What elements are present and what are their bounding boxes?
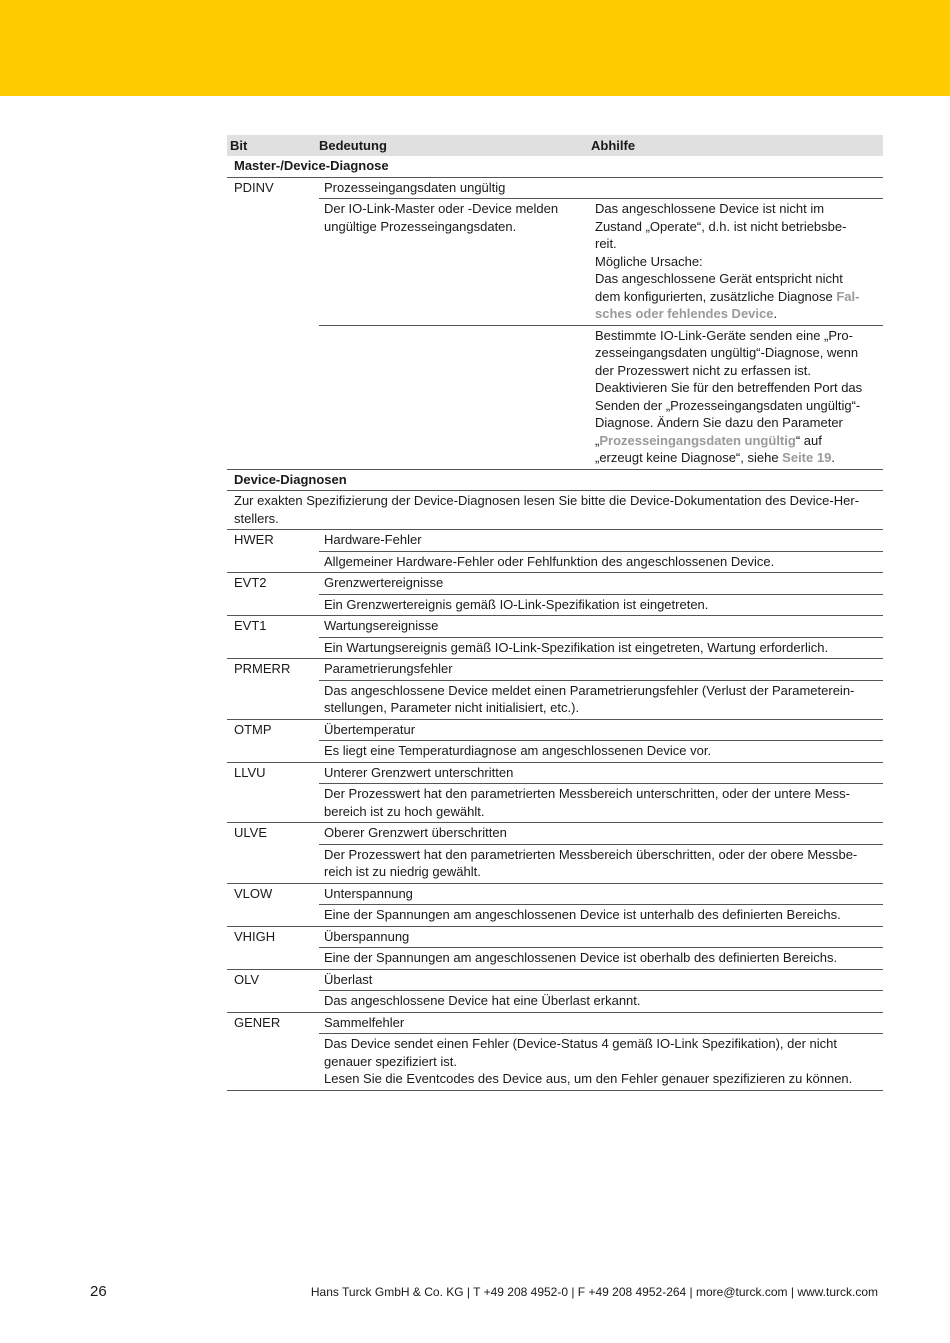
link-falsches-device-2[interactable]: sches oder fehlendes Device (595, 306, 774, 321)
remedy-line (595, 305, 871, 323)
bit-name: Prozesseingangsdaten ungültig (319, 178, 883, 200)
event-description-line: bereich ist zu hoch gewählt. (324, 803, 485, 819)
event-name: Sammelfehler (319, 1013, 883, 1035)
table-row-event (227, 616, 883, 659)
footer-contact: Hans Turck GmbH & Co. KG | T +49 208 4952-0 | F +49 208 4952-264 | more@turck.com | www.turck.com (310, 1285, 878, 1299)
remedy-line: Deaktivieren Sie für den betreffenden Port das (595, 380, 863, 395)
table-row-event (227, 720, 883, 763)
link-prozesseingangsdaten[interactable]: Prozesseingangsdaten ungültig (599, 432, 796, 448)
remedy-line: Das angeschlossene Gerät entspricht nicht (595, 271, 843, 286)
event-description-line: Es liegt eine Temperaturdiagnose am angeschlossenen Device vor. (324, 743, 712, 758)
event-name: Überlast (319, 970, 883, 992)
event-description (319, 991, 883, 1012)
table-row-pdinv-remedy-1 (227, 199, 883, 326)
event-code: EVT2 (234, 575, 267, 590)
header-color-band (0, 0, 950, 96)
event-description-line: stellungen, Parameter nicht initialisiert, etc.). (324, 700, 580, 715)
event-description (319, 552, 883, 573)
table-row-event (227, 927, 883, 970)
event-description-line: Eine der Spannungen am angeschlossenen Device ist unterhalb des definierten Bereichs. (324, 907, 841, 922)
table-row-event (227, 763, 883, 824)
link-seite-19[interactable]: Seite 19 (782, 450, 832, 465)
diagnostics-table (227, 135, 883, 1091)
bit-code: PDINV (234, 179, 274, 195)
remedy-line: Zustand „Operate“, d.h. ist nicht betriebsbe- (595, 218, 847, 234)
table-row-pdinv (227, 178, 883, 200)
event-description (319, 845, 883, 883)
header-abhilfe: Abhilfe (591, 137, 636, 153)
event-description (319, 681, 883, 719)
event-name: Unterspannung (319, 884, 883, 906)
event-name: Überspannung (319, 927, 883, 949)
event-code: VLOW (234, 885, 273, 901)
table-row-event (227, 530, 883, 573)
table-row-pdinv-remedy-2 (227, 326, 883, 469)
event-description-line: Das Device sendet einen Fehler (Device-Status 4 gemäß IO-Link Spezifikation), der nicht (324, 1036, 838, 1051)
remedy-line (595, 288, 871, 306)
table-row-event (227, 1013, 883, 1091)
event-description (319, 595, 883, 616)
event-code: ULVE (234, 825, 267, 840)
event-description (319, 1034, 883, 1090)
event-code: EVT1 (234, 618, 267, 633)
remedy-line (595, 432, 871, 450)
event-code: GENER (234, 1014, 281, 1030)
event-code: OLV (234, 971, 260, 987)
event-name: Grenzwertereignisse (319, 573, 883, 595)
remedy-line: Mögliche Ursache: (595, 253, 703, 269)
header-bedeutung: Bedeutung (319, 137, 387, 153)
section-title-master: Master-/Device-Diagnose (227, 156, 883, 178)
event-name: Unterer Grenzwert unterschritten (319, 763, 883, 785)
remedy-text: “ auf (795, 432, 822, 448)
event-code: HWER (234, 532, 274, 547)
event-description-line: Allgemeiner Hardware-Fehler oder Fehlfunktion des angeschlossenen Device. (324, 553, 775, 569)
remedy-text: dem konfigurierten, zusätzliche Diagnose (595, 288, 837, 304)
remedy-text: „erzeugt keine Diagnose“, siehe (595, 450, 783, 465)
event-name: Hardware-Fehler (319, 530, 883, 552)
event-code: PRMERR (234, 661, 291, 676)
table-row-event (227, 823, 883, 884)
table-row-event (227, 884, 883, 927)
event-description-line: Ein Grenzwertereignis gemäß IO-Link-Spezifikation ist eingetreten. (324, 596, 709, 612)
device-section-intro (227, 491, 883, 530)
event-code: OTMP (234, 721, 272, 737)
bit-description: Der IO-Link-Master oder -Device melden ungültige Prozesseingangsdaten. (319, 199, 591, 326)
event-name: Wartungsereignisse (319, 616, 883, 638)
remedy-line: Diagnose. Ändern Sie dazu den Parameter (595, 415, 843, 430)
event-description-line: reich ist zu niedrig gewählt. (324, 864, 481, 879)
event-description (319, 784, 883, 822)
table-row-event (227, 659, 883, 720)
link-falsches-device[interactable]: Fal- (836, 288, 860, 304)
event-description (319, 638, 883, 659)
remedy-text: . (831, 450, 835, 465)
event-name: Parametrierungsfehler (319, 659, 883, 681)
remedy-line: der Prozesswert nicht zu erfassen ist. (595, 362, 812, 378)
event-description-line: Das angeschlossene Device meldet einen Parametrierungsfehler (Verlust der Parameterein- (324, 682, 855, 698)
event-description-line: Der Prozesswert hat den parametrierten Messbereich unterschritten, oder der untere Mess- (324, 786, 851, 801)
event-code: VHIGH (234, 928, 276, 944)
remedy-2 (591, 326, 883, 469)
remedy-line: Das angeschlossene Device ist nicht im (595, 201, 825, 216)
remedy-1 (591, 199, 883, 326)
event-description-line: Lesen Sie die Eventcodes des Device aus, um den Fehler genauer spezifizieren zu können. (324, 1071, 853, 1086)
intro-line: Zur exakten Spezifizierung der Device-Diagnosen lesen Sie bitte die Device-Dokumentation des Device-Her- (234, 493, 860, 508)
remedy-line: Senden der „Prozesseingangsdaten ungültig“- (595, 397, 861, 413)
event-description (319, 948, 883, 969)
event-code: LLVU (234, 764, 266, 780)
event-description (319, 905, 883, 926)
event-description (319, 741, 883, 762)
header-bit: Bit (230, 137, 248, 153)
section-title-device: Device-Diagnosen (227, 469, 883, 492)
table-header (227, 135, 883, 156)
page-number: 26 (90, 1283, 107, 1300)
remedy-line: reit. (595, 236, 617, 251)
event-description-line: Das angeschlossene Device hat eine Überlast erkannt. (324, 993, 641, 1008)
remedy-line: zesseingangsdaten ungültig“-Diagnose, wenn (595, 345, 859, 360)
remedy-text: . (773, 306, 778, 321)
remedy-text: „ (595, 432, 600, 448)
event-description-line: Der Prozesswert hat den parametrierten Messbereich überschritten, oder der obere Messbe- (324, 846, 858, 862)
event-description-line: Eine der Spannungen am angeschlossenen Device ist oberhalb des definierten Bereichs. (324, 950, 838, 965)
event-description-line: Ein Wartungsereignis gemäß IO-Link-Spezifikation ist eingetreten, Wartung erforderlich. (324, 639, 829, 655)
table-row-event (227, 573, 883, 616)
table-row-event (227, 970, 883, 1013)
event-description-line: genauer spezifiziert ist. (324, 1053, 457, 1069)
remedy-line (595, 449, 871, 467)
intro-line: stellers. (234, 510, 279, 526)
event-name: Übertemperatur (319, 720, 883, 742)
event-name: Oberer Grenzwert überschritten (319, 823, 883, 845)
remedy-line: Bestimmte IO-Link-Geräte senden eine „Pro- (595, 327, 853, 343)
